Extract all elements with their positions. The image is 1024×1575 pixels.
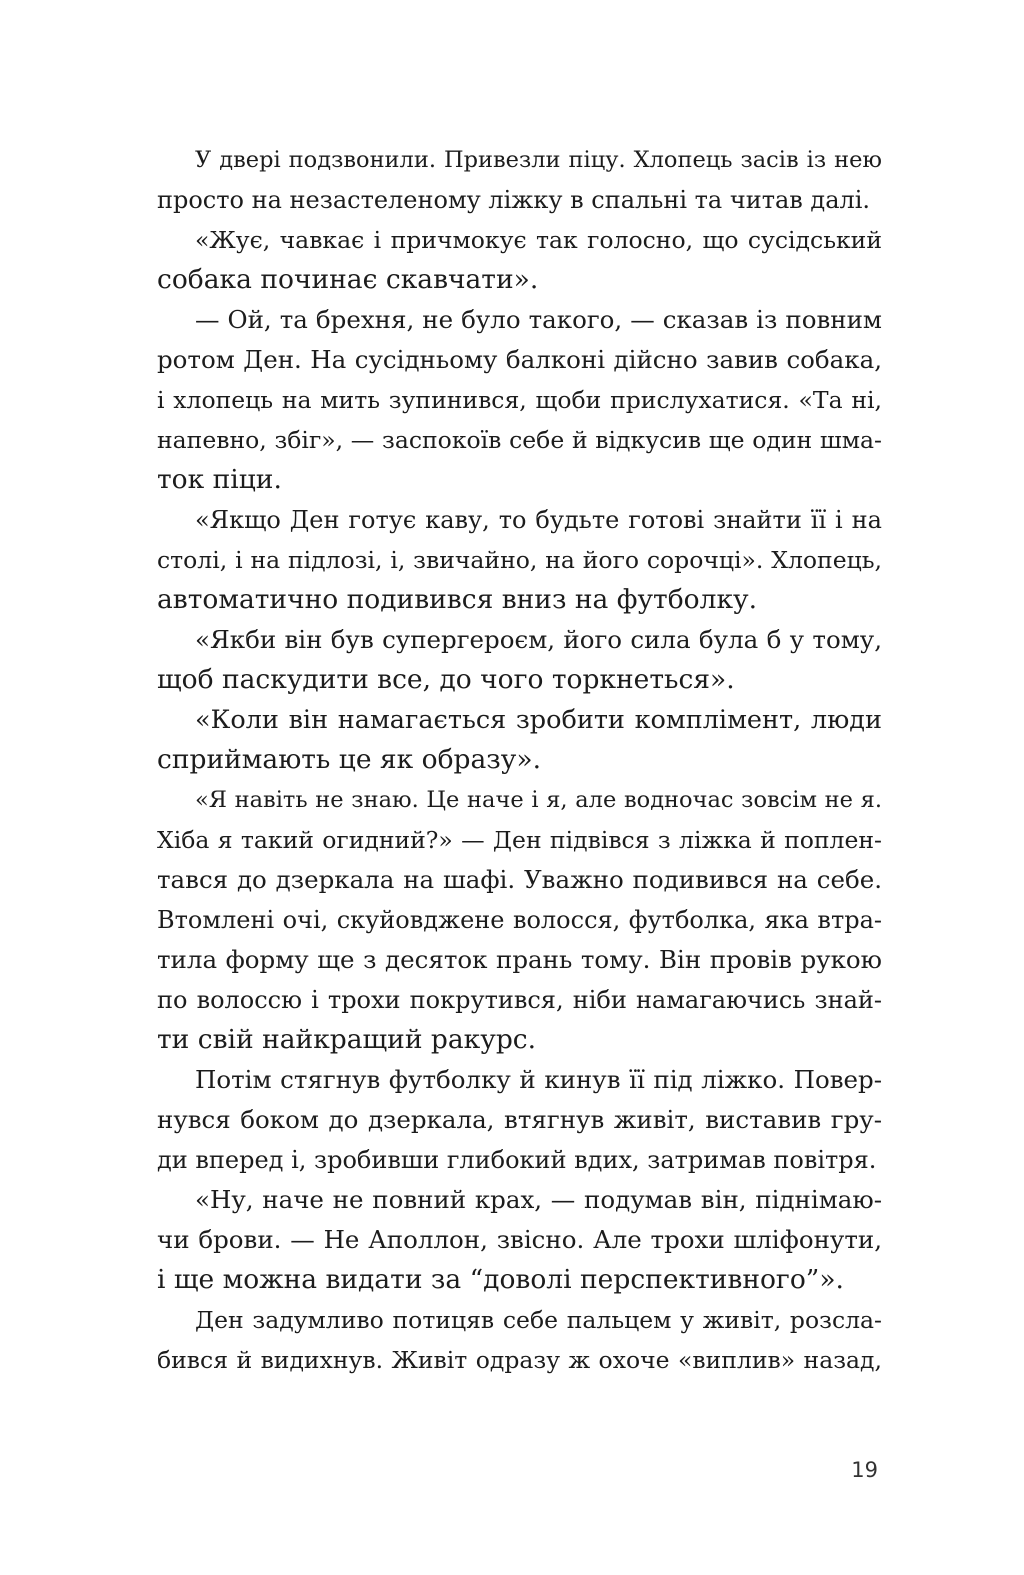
text-line: ти свій найкращий ракурс. xyxy=(157,1024,537,1055)
text-line: тався до дзеркала на шафі. Уважно подивився на себе. xyxy=(157,865,882,894)
text-line: У двері подзвонили. Привезли піцу. Хлопець засів із нею xyxy=(195,147,882,173)
text-line: «Якщо Ден готує каву, то будьте готові знайти її і на xyxy=(195,506,882,534)
text-line: напевно, збіг», — заспокоїв себе й відкусив ще один шма- xyxy=(157,426,882,454)
text-line: і ще можна видати за “доволі перспективного”». xyxy=(157,1264,844,1295)
text-line: і хлопець на мить зупинився, щоби прислухатися. «Та ні, xyxy=(157,386,882,414)
text-line: автоматично подивився вниз на футболку. xyxy=(157,584,758,615)
text-line: Потім стягнув футболку й кинув її під ліжко. Повер- xyxy=(195,1065,882,1094)
text-line: «Якби він був супергероєм, його сила була б у тому, xyxy=(195,625,882,654)
text-line: — Ой, та брехня, не було такого, — сказав із повним xyxy=(195,305,882,334)
text-line: собака починає скавчати». xyxy=(157,264,539,295)
text-line: «Ну, наче не повний крах, — подумав він, піднімаю- xyxy=(195,1185,882,1214)
text-line: просто на незастеленому ліжку в спальні та читав далі. xyxy=(157,186,871,214)
text-line: столі, і на підлозі, і, звичайно, на його сорочці». Хлопець, xyxy=(157,546,882,574)
text-line: щоб паскудити все, до чого торкнеться». xyxy=(157,664,735,695)
text-line: ди вперед і, зробивши глибокий вдих, затримав повітря. xyxy=(157,1146,877,1174)
page-number: 19 xyxy=(851,1458,878,1482)
body-text xyxy=(157,140,882,1380)
text-line: «Жує, чавкає і причмокує так голосно, що сусідський xyxy=(195,226,882,254)
text-line: сприймають це як образу». xyxy=(157,744,541,775)
text-line: Втомлені очі, скуйовджене волосся, футболка, яка втра- xyxy=(157,906,882,934)
text-line: чи брови. — Не Аполлон, звісно. Але трохи шліфонути, xyxy=(157,1225,882,1254)
text-line: «Коли він намагається зробити комплімент, люди xyxy=(195,705,882,735)
text-line: по волоссю і трохи покрутився, ніби намагаючись знай- xyxy=(157,986,882,1014)
text-line: Ден задумливо потицяв себе пальцем у живіт, розсла- xyxy=(195,1306,882,1334)
text-line: Хіба я такий огидний?» — Ден підвівся з ліжка й поплен- xyxy=(157,826,882,854)
text-line: «Я навіть не знаю. Це наче і я, але водночас зовсім не я. xyxy=(195,787,882,813)
text-line: тила форму ще з десяток прань тому. Він провів рукою xyxy=(157,945,882,974)
text-line: нувся боком до дзеркала, втягнув живіт, виставив гру- xyxy=(157,1105,882,1134)
text-line: бився й видихнув. Живіт одразу ж охоче «виплив» назад, xyxy=(157,1346,882,1374)
text-line: ток піци. xyxy=(157,464,282,495)
text-line: ротом Ден. На сусідньому балконі дійсно завив собака, xyxy=(157,345,882,374)
